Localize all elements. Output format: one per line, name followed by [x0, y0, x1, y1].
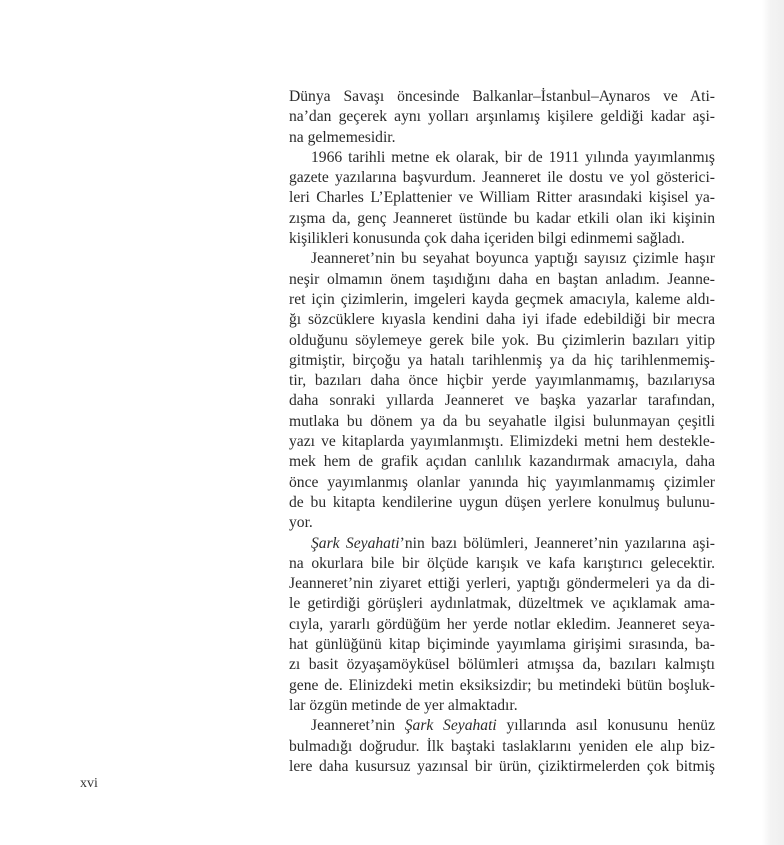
- text-line: [289, 229, 715, 249]
- text-span: gitmiştir, birçoğu ya hatalı tarihlenmiş ya da hiç tarihlenmemiş-: [289, 351, 715, 369]
- text-span: cıyla, yararlı gördüğüm her yerde notlar ekledim. Jeanneret seya-: [289, 615, 715, 633]
- text-span: ’nin bazı bölümleri, Jeanneret’nin yazılarına aşi-: [399, 534, 715, 552]
- text-span: olduğunu söylemeye gerek bile yok. Bu çizimlerin bazıları yitip: [289, 331, 715, 349]
- text-span: hat günlüğünü kitap biçiminde yayımlama girişimi sırasında, ba-: [289, 636, 715, 654]
- text-span: tir, bazıları daha önce hiçbir yerde yayımlanmamış, bazılarıysa: [289, 372, 715, 390]
- text-line: [289, 513, 715, 533]
- text-span: na okurlara bile bir ölçüde karışık ve kafa karıştırıcı gelecektir.: [289, 554, 715, 572]
- text-span: zışma da, genç Jeanneret üstünde bu kadar etkili olan iki kişinin: [289, 209, 715, 227]
- italic-title: Şark Seyahati: [404, 717, 497, 735]
- text-span: yıllarında asıl konusunu henüz: [496, 717, 715, 735]
- text-span: neşir olmamın önem taşıdığını daha en baştan anladım. Jeanne-: [289, 270, 715, 288]
- italic-title: Şark Seyahati: [311, 534, 400, 552]
- text-span: Jeanneret’nin: [311, 717, 405, 735]
- text-span: mek hem de grafik açıdan canlılık kazandırmak amacıyla, daha: [289, 453, 715, 471]
- text-line: [289, 554, 715, 574]
- text-span: gene de. Elinizdeki metin eksiksizdir; bu metindeki bütün boşluk-: [289, 676, 715, 694]
- text-line: [289, 716, 715, 736]
- text-line: [289, 574, 715, 594]
- text-span: daha sonraki yıllarda Jeanneret ve başka yazarlar tarafından,: [289, 392, 715, 410]
- text-line: [289, 331, 715, 351]
- text-span: ğı sözcüklere kıyasla kendini daha iyi ifade edebildiği bir mecra: [289, 311, 715, 329]
- text-span: mutlaka bu dönem ya da bu seyahatle ilgisi bulunmayan çeşitli: [289, 412, 715, 430]
- text-line: [289, 168, 715, 188]
- text-line: [289, 676, 715, 696]
- text-line: [289, 615, 715, 635]
- text-span: na’dan geçerek aynı yolları arşınlamış kişilere geldiği kadar aşi-: [289, 108, 715, 126]
- text-line: [289, 87, 715, 107]
- text-span: leri Charles L’Eplattenier ve William Ritter arasındaki kişisel ya-: [289, 189, 715, 207]
- text-line: [289, 128, 715, 148]
- text-line: [289, 696, 715, 716]
- text-line: [289, 473, 715, 493]
- text-line: [289, 391, 715, 411]
- text-span: yazı ve kitaplarda yayımlanmıştı. Elimizdeki metni hem destekle-: [289, 433, 715, 451]
- page-gutter-shadow: [762, 0, 784, 845]
- text-span: önce yayımlanmış olanlar yanında hiç yayımlanmamış çizimler: [289, 473, 715, 491]
- text-line: [289, 188, 715, 208]
- body-text-column: [289, 87, 715, 777]
- text-span: lar özgün metinde de yer almaktadır.: [289, 696, 518, 714]
- text-line: [289, 209, 715, 229]
- text-span: 1966 tarihli metne ek olarak, bir de 1911 yılında yayımlanmış: [311, 148, 715, 166]
- text-line: [289, 757, 715, 777]
- text-span: Jeanneret’nin bu seyahat boyunca yaptığı sayısız çizimle haşır: [311, 250, 715, 268]
- text-span: de bu kitapta kendilerine uygun düşen yerlere konulmuş bulunu-: [289, 493, 715, 511]
- text-line: [289, 290, 715, 310]
- text-line: [289, 107, 715, 127]
- text-span: Jeanneret’nin ziyaret ettiği yerleri, yaptığı göndermeleri ya da di-: [289, 575, 715, 593]
- text-line: [289, 249, 715, 269]
- text-line: [289, 371, 715, 391]
- text-span: ret için çizimlerin, imgeleri kayda geçmek amacıyla, kaleme aldı-: [289, 290, 715, 308]
- text-line: [289, 310, 715, 330]
- text-span: na gelmemesidir.: [289, 128, 396, 146]
- text-span: zı basit özyaşamöyküsel bölümleri atmışsa da, bazıları kalmıştı: [289, 656, 715, 674]
- text-line: [289, 493, 715, 513]
- text-span: bulmadığı doğrudur. İlk baştaki taslaklarını yeniden ele alıp biz-: [289, 737, 715, 755]
- page-number: xvi: [80, 776, 98, 791]
- text-span: le getirdiği görüşleri aydınlatmak, düzeltmek ve açıklamak ama-: [289, 595, 715, 613]
- text-line: [289, 432, 715, 452]
- text-line: [289, 148, 715, 168]
- text-line: [289, 737, 715, 757]
- text-line: [289, 270, 715, 290]
- text-span: kişilikleri konusunda çok daha içeriden bilgi edinmemi sağladı.: [289, 230, 685, 248]
- text-span: yor.: [289, 514, 313, 532]
- text-span: lere daha kusursuz yazınsal bir ürün, çiziktirmelerden çok bitmiş: [289, 757, 715, 775]
- text-line: [289, 452, 715, 472]
- text-line: [289, 534, 715, 554]
- text-span: Dünya Savaşı öncesinde Balkanlar–İstanbul–Aynaros ve Ati-: [289, 88, 715, 105]
- text-line: [289, 412, 715, 432]
- text-span: gazete yazılarına başvurdum. Jeanneret ile dostu ve yol gösterici-: [289, 169, 715, 187]
- text-line: [289, 635, 715, 655]
- text-line: [289, 351, 715, 371]
- text-line: [289, 655, 715, 675]
- text-line: [289, 594, 715, 614]
